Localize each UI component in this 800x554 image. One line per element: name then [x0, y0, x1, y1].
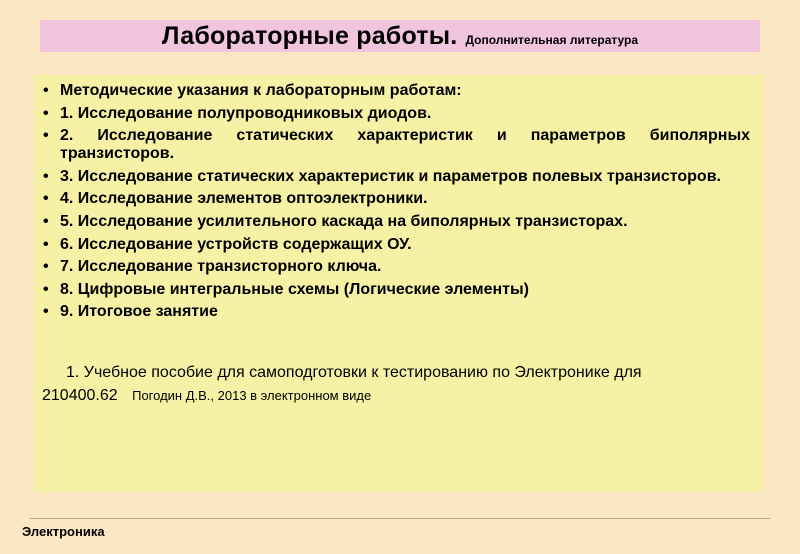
- lab-list: [42, 82, 750, 321]
- list-item: [42, 213, 750, 231]
- list-item: [42, 281, 750, 299]
- reference-title: 1. Учебное пособие для самоподготовки к тестированию по Электронике для: [66, 364, 642, 382]
- list-item-text: 5. Исследование усилительного каскада на биполярных транзисторах.: [60, 212, 628, 230]
- content-panel: [34, 75, 763, 492]
- list-item: [42, 82, 750, 100]
- page-title: Лабораторные работы.: [161, 21, 458, 50]
- list-item-text: 4. Исследование элементов оптоэлектроники.: [60, 190, 428, 208]
- bullet-icon: •: [43, 235, 49, 253]
- bullet-icon: •: [43, 258, 49, 276]
- reference-details: [42, 384, 750, 407]
- reference-block: [42, 361, 750, 407]
- title-bar: [40, 20, 760, 52]
- list-item: [42, 258, 750, 276]
- list-item: [42, 105, 750, 123]
- list-item-text: 3. Исследование статических характеристик и параметров полевых транзисторов.: [60, 167, 721, 185]
- bullet-icon: •: [43, 127, 49, 145]
- list-item: [42, 168, 750, 186]
- bullet-icon: •: [43, 104, 49, 122]
- list-item-text: 8. Цифровые интегральные схемы (Логические элементы): [60, 280, 529, 298]
- list-item-text: 7. Исследование транзисторного ключа.: [60, 258, 382, 276]
- list-item: [42, 190, 750, 208]
- list-item-text: 9. Итоговое занятие: [60, 303, 218, 321]
- bullet-icon: •: [43, 280, 49, 298]
- reference-code: 210400.62: [42, 387, 118, 405]
- list-item-text: 6. Исследование устройств содержащих ОУ.: [60, 235, 412, 253]
- page-subtitle: Дополнительная литература: [465, 33, 639, 47]
- list-item-text: Методические указания к лабораторным работам:: [60, 82, 462, 99]
- bullet-icon: •: [43, 212, 49, 230]
- reference-author: Погодин Д.В., 2013 в электронном виде: [132, 388, 372, 404]
- bullet-icon: •: [43, 167, 49, 185]
- list-item: [42, 236, 750, 254]
- bullet-icon: •: [43, 190, 49, 208]
- bullet-icon: •: [43, 82, 49, 99]
- list-item: [42, 303, 750, 321]
- list-item: [42, 127, 750, 163]
- list-item-text: 2. Исследование статических характеристик и параметров биполярных транзисторов.: [60, 127, 750, 163]
- footer-label: Электроника: [22, 524, 105, 539]
- footer: [22, 518, 770, 539]
- list-item-text: 1. Исследование полупроводниковых диодов.: [60, 104, 432, 122]
- bullet-icon: •: [43, 303, 49, 321]
